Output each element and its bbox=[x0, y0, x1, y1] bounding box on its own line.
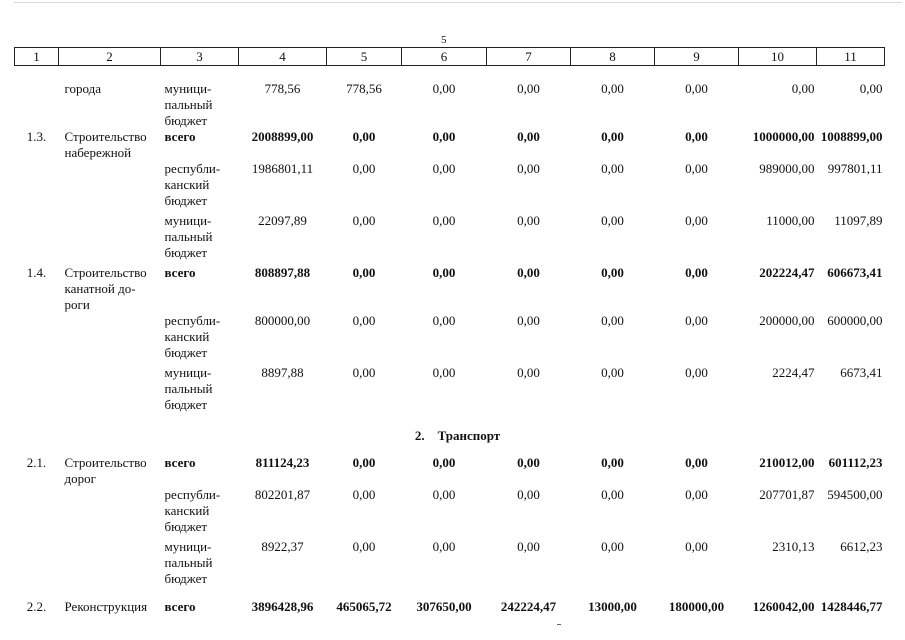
amount-cell: 0,00 bbox=[432, 487, 456, 502]
amount-cell: 0,00 bbox=[432, 129, 456, 144]
amount-cell: 8897,88 bbox=[261, 365, 304, 380]
table-row bbox=[15, 66, 885, 130]
funding-source: республи- канский бюджет bbox=[164, 487, 221, 534]
column-number-cell: 10 bbox=[739, 48, 817, 66]
table-row bbox=[15, 129, 885, 161]
amount-cell: 3896428,96 bbox=[251, 599, 314, 614]
amount-cell: 0,00 bbox=[517, 213, 540, 228]
item-index bbox=[15, 66, 59, 130]
item-name bbox=[59, 213, 161, 265]
item-index: 1.3. bbox=[26, 129, 47, 144]
amount-cell: 307650,00 bbox=[416, 599, 472, 614]
item-index bbox=[15, 365, 59, 423]
funding-source: республи- канский бюджет bbox=[164, 313, 221, 360]
item-name: Строительство канатной до- роги bbox=[64, 265, 147, 312]
amount-cell: 0,00 bbox=[859, 81, 883, 96]
amount-cell: 0,00 bbox=[601, 129, 624, 144]
funding-source: муници- пальный бюджет bbox=[164, 213, 213, 260]
amount-cell: 0,00 bbox=[517, 265, 540, 280]
amount-cell: 200000,00 bbox=[759, 313, 815, 328]
funding-source: всего bbox=[164, 129, 196, 144]
table-row bbox=[15, 539, 885, 599]
amount-cell: 1428446,77 bbox=[820, 599, 883, 614]
table-row bbox=[15, 213, 885, 265]
amount-cell: 465065,72 bbox=[336, 599, 392, 614]
amount-cell: 601112,23 bbox=[828, 455, 883, 470]
item-name: Строительство дорог bbox=[64, 455, 147, 486]
amount-cell: 0,00 bbox=[352, 455, 376, 470]
amount-cell: 0,00 bbox=[685, 365, 708, 380]
amount-cell: 210012,00 bbox=[759, 455, 815, 470]
amount-cell: 1000000,00 bbox=[752, 129, 815, 144]
item-name bbox=[59, 539, 161, 599]
amount-cell: 778,56 bbox=[346, 81, 382, 96]
amount-cell: 0,00 bbox=[601, 455, 624, 470]
amount-cell: 0,00 bbox=[601, 213, 624, 228]
amount-cell: 800000,00 bbox=[254, 313, 311, 328]
funding-source: муници- пальный бюджет bbox=[164, 365, 213, 412]
column-number-row bbox=[15, 48, 885, 66]
amount-cell: 600000,00 bbox=[827, 313, 883, 328]
amount-cell: 13000,00 bbox=[588, 599, 637, 614]
amount-cell: 0,00 bbox=[432, 213, 456, 228]
item-name bbox=[59, 161, 161, 213]
column-number-cell: 3 bbox=[161, 48, 239, 66]
amount-cell: 0,00 bbox=[352, 161, 376, 176]
funding-source: муници- пальный бюджет bbox=[164, 81, 213, 128]
amount-cell: 0,00 bbox=[432, 539, 456, 554]
item-name: Строительство набережной bbox=[64, 129, 147, 160]
amount-cell: 0,00 bbox=[685, 455, 708, 470]
amount-cell: 0,00 bbox=[601, 265, 624, 280]
item-index bbox=[15, 213, 59, 265]
funding-source: всего bbox=[164, 455, 196, 470]
item-index bbox=[15, 539, 59, 599]
amount-cell: 180000,00 bbox=[668, 599, 725, 614]
item-index: 1.4. bbox=[26, 265, 47, 280]
amount-cell: 0,00 bbox=[685, 81, 708, 96]
amount-cell: 0,00 bbox=[517, 539, 540, 554]
amount-cell: 0,00 bbox=[685, 313, 708, 328]
amount-cell: 0,00 bbox=[432, 455, 456, 470]
column-number-cell: 1 bbox=[15, 48, 59, 66]
amount-cell: 594500,00 bbox=[827, 487, 883, 502]
column-number-cell: 8 bbox=[571, 48, 655, 66]
amount-cell: 6673,41 bbox=[840, 365, 883, 380]
item-name bbox=[59, 487, 161, 539]
amount-cell: 0,00 bbox=[432, 265, 456, 280]
amount-cell: 0,00 bbox=[685, 487, 708, 502]
column-number-cell: 2 bbox=[59, 48, 161, 66]
amount-cell: 0,00 bbox=[601, 313, 624, 328]
amount-cell: 0,00 bbox=[352, 539, 376, 554]
amount-cell: 0,00 bbox=[432, 365, 456, 380]
scan-speck bbox=[557, 624, 561, 625]
page-number: 5 bbox=[441, 34, 447, 46]
funding-source: муници- пальный бюджет bbox=[164, 539, 213, 586]
column-number-cell: 6 bbox=[402, 48, 487, 66]
funding-source: республи- канский бюджет bbox=[164, 161, 221, 208]
amount-cell: 1008899,00 bbox=[820, 129, 883, 144]
amount-cell: 811124,23 bbox=[255, 455, 310, 470]
budget-table bbox=[14, 47, 885, 625]
amount-cell: 0,00 bbox=[685, 161, 708, 176]
amount-cell: 0,00 bbox=[601, 487, 624, 502]
amount-cell: 1260042,00 bbox=[752, 599, 815, 614]
item-name bbox=[59, 365, 161, 423]
amount-cell: 989000,00 bbox=[759, 161, 815, 176]
amount-cell: 0,00 bbox=[432, 81, 456, 96]
column-number-cell: 7 bbox=[487, 48, 571, 66]
amount-cell: 778,56 bbox=[264, 81, 301, 96]
item-index bbox=[15, 161, 59, 213]
funding-source: всего bbox=[164, 265, 196, 280]
item-index bbox=[15, 313, 59, 365]
column-number-cell: 4 bbox=[239, 48, 327, 66]
amount-cell: 11097,89 bbox=[834, 213, 883, 228]
table-row bbox=[15, 313, 885, 365]
amount-cell: 0,00 bbox=[517, 313, 540, 328]
item-name: города bbox=[64, 81, 102, 96]
amount-cell: 0,00 bbox=[517, 129, 540, 144]
amount-cell: 1986801,11 bbox=[251, 161, 314, 176]
amount-cell: 0,00 bbox=[517, 81, 540, 96]
amount-cell: 0,00 bbox=[601, 81, 624, 96]
amount-cell: 202224,47 bbox=[759, 265, 815, 280]
table-row bbox=[15, 365, 885, 423]
section-heading-row bbox=[15, 423, 885, 455]
amount-cell: 0,00 bbox=[352, 313, 376, 328]
amount-cell: 0,00 bbox=[685, 265, 708, 280]
column-number-cell: 9 bbox=[655, 48, 739, 66]
item-name: Реконструкция bbox=[64, 599, 148, 614]
amount-cell: 606673,41 bbox=[827, 265, 883, 280]
amount-cell: 0,00 bbox=[517, 365, 540, 380]
amount-cell: 0,00 bbox=[685, 539, 708, 554]
amount-cell: 6612,23 bbox=[840, 539, 883, 554]
table-row bbox=[15, 161, 885, 213]
amount-cell: 808897,88 bbox=[254, 265, 311, 280]
amount-cell: 2310,13 bbox=[772, 539, 815, 554]
item-index: 2.1. bbox=[26, 455, 47, 470]
amount-cell: 11000,00 bbox=[766, 213, 815, 228]
item-index: 2.2. bbox=[26, 599, 47, 614]
column-number-cell: 5 bbox=[327, 48, 402, 66]
section-heading: 2. Транспорт bbox=[414, 428, 501, 443]
table-body bbox=[15, 48, 885, 626]
amount-cell: 0,00 bbox=[685, 213, 708, 228]
amount-cell: 2224,47 bbox=[772, 365, 815, 380]
amount-cell: 0,00 bbox=[352, 265, 376, 280]
amount-cell: 0,00 bbox=[601, 365, 624, 380]
amount-cell: 2008899,00 bbox=[251, 129, 314, 144]
amount-cell: 0,00 bbox=[517, 455, 540, 470]
amount-cell: 0,00 bbox=[517, 161, 540, 176]
table-row bbox=[15, 599, 885, 625]
amount-cell: 242224,47 bbox=[500, 599, 557, 614]
amount-cell: 0,00 bbox=[352, 365, 376, 380]
item-index bbox=[15, 487, 59, 539]
amount-cell: 0,00 bbox=[432, 161, 456, 176]
funding-source: всего bbox=[164, 599, 196, 614]
amount-cell: 0,00 bbox=[685, 129, 708, 144]
column-number-cell: 11 bbox=[817, 48, 885, 66]
amount-cell: 0,00 bbox=[517, 487, 540, 502]
amount-cell: 0,00 bbox=[352, 213, 376, 228]
table-row bbox=[15, 265, 885, 313]
table-row bbox=[15, 487, 885, 539]
amount-cell: 0,00 bbox=[601, 161, 624, 176]
amount-cell: 0,00 bbox=[791, 81, 815, 96]
amount-cell: 0,00 bbox=[352, 487, 376, 502]
item-name bbox=[59, 313, 161, 365]
amount-cell: 207701,87 bbox=[759, 487, 815, 502]
amount-cell: 802201,87 bbox=[254, 487, 311, 502]
table-row bbox=[15, 455, 885, 487]
amount-cell: 22097,89 bbox=[258, 213, 307, 228]
amount-cell: 8922,37 bbox=[261, 539, 304, 554]
amount-cell: 0,00 bbox=[432, 313, 456, 328]
amount-cell: 0,00 bbox=[601, 539, 624, 554]
amount-cell: 997801,11 bbox=[827, 161, 883, 176]
scan-top-edge bbox=[14, 2, 902, 3]
amount-cell: 0,00 bbox=[352, 129, 376, 144]
